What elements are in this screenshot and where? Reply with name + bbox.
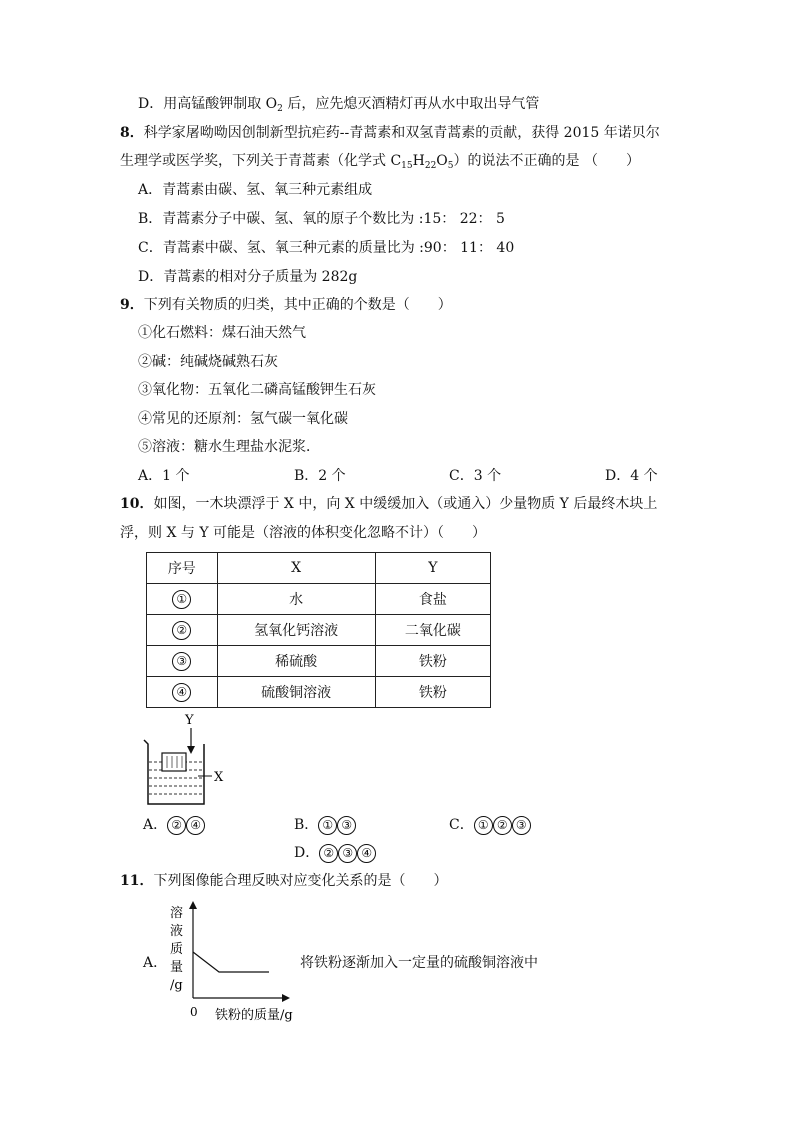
q9-option-c: C．3 个 bbox=[449, 468, 502, 484]
circled-number: ① bbox=[474, 816, 493, 835]
q11-graph bbox=[160, 895, 310, 1030]
graph-y-label-char: 液 bbox=[170, 924, 184, 939]
table-header-cell: X bbox=[217, 553, 375, 584]
q9-item-4: ④常见的还原剂：氢气碳一氧化碳 bbox=[138, 411, 348, 427]
table-cell: 铁粉 bbox=[375, 646, 490, 677]
circled-number: ② bbox=[172, 621, 191, 640]
q8-stem-pre: 生理学或医学奖，下列关于青蒿素（化学式 C bbox=[120, 153, 402, 169]
graph-x-label: 铁粉的质量/g bbox=[215, 1008, 293, 1023]
q8-formula-sub-h: 22 bbox=[424, 161, 437, 171]
q10-stem-text1: 如图，一木块漂浮于 X 中，向 X 中缓缓加入（或通入）少量物质 Y 后最终木块上 bbox=[153, 496, 658, 512]
q7-option-d-post: 后，应先熄灭酒精灯再从水中取出导气管 bbox=[282, 96, 540, 112]
q10-number: 10． bbox=[120, 496, 154, 512]
q10-option-a bbox=[143, 815, 205, 835]
table-row bbox=[147, 677, 491, 708]
q9-option-b: B．2 个 bbox=[294, 468, 346, 484]
q10-option-d bbox=[294, 843, 376, 863]
q11-option-a-label: A． bbox=[143, 955, 168, 971]
circled-number: ② bbox=[319, 844, 338, 863]
q9-number: 9． bbox=[120, 297, 144, 313]
figure-label-x: X bbox=[214, 770, 224, 785]
arrow-head-icon bbox=[187, 746, 195, 754]
table-cell bbox=[147, 677, 218, 708]
x-axis-arrow-icon bbox=[282, 994, 290, 1002]
q8-stem-line2 bbox=[120, 151, 640, 171]
q10-table bbox=[146, 552, 491, 708]
table-row bbox=[147, 584, 491, 615]
q8-stem-post: ）的说法不正确的是 （ ） bbox=[453, 153, 640, 169]
q8-formula-sub-o: 5 bbox=[447, 161, 454, 171]
q9-stem bbox=[120, 295, 452, 315]
circled-number: ④ bbox=[172, 683, 191, 702]
q8-formula-sub-c: 15 bbox=[401, 161, 413, 171]
circled-number: ② bbox=[493, 816, 512, 835]
table-row bbox=[147, 646, 491, 677]
q9-stem-text: 下列有关物质的归类，其中正确的个数是（ ） bbox=[143, 297, 452, 313]
option-prefix: C． bbox=[449, 817, 474, 833]
circled-number: ① bbox=[172, 590, 191, 609]
table-cell bbox=[147, 615, 218, 646]
option-prefix: A． bbox=[143, 817, 168, 833]
q8-option-b: B．青蒿素分子中碳、氢、氧的原子个数比为 :15： 22： 5 bbox=[138, 211, 505, 227]
table-cell: 稀硫酸 bbox=[217, 646, 375, 677]
graph-origin-label: 0 bbox=[190, 1005, 198, 1019]
circled-number: ④ bbox=[357, 844, 376, 863]
q8-option-d: D．青蒿素的相对分子质量为 282g bbox=[138, 269, 358, 285]
circled-number: ③ bbox=[337, 816, 356, 835]
q10-option-b bbox=[294, 815, 356, 835]
q10-option-c bbox=[449, 815, 531, 835]
table-header-row bbox=[147, 553, 491, 584]
q7-option-d-pre: D．用高锰酸钾制取 O bbox=[138, 96, 278, 112]
circled-number: ③ bbox=[172, 652, 191, 671]
table-cell: 硫酸铜溶液 bbox=[217, 677, 375, 708]
q11-number: 11． bbox=[120, 873, 154, 889]
graph-y-label-char: 质 bbox=[170, 942, 184, 957]
q9-item-3: ③氧化物：五氧化二磷高锰酸钾生石灰 bbox=[138, 382, 376, 398]
circled-number: ④ bbox=[186, 816, 205, 835]
graph-y-label-char: 溶 bbox=[170, 906, 184, 921]
graph-y-label-char: /g bbox=[170, 978, 183, 993]
q7-option-d-sub: 2 bbox=[277, 104, 283, 114]
q8-number: 8． bbox=[120, 125, 144, 141]
table-cell bbox=[147, 646, 218, 677]
q9-option-a: A．1 个 bbox=[138, 468, 190, 484]
figure-label-y: Y bbox=[185, 713, 194, 728]
option-prefix: D． bbox=[294, 845, 320, 861]
q10-stem-line2: 浮，则 X 与 Y 可能是（溶液的体积变化忽略不计）（ ） bbox=[120, 525, 487, 541]
table-cell: 二氧化碳 bbox=[375, 615, 490, 646]
q7-option-d bbox=[138, 94, 539, 114]
q8-option-c: C．青蒿素中碳、氢、氧三种元素的质量比为 :90： 11： 40 bbox=[138, 240, 515, 256]
beaker-figure bbox=[140, 710, 240, 810]
table-cell: 铁粉 bbox=[375, 677, 490, 708]
graph-curve bbox=[193, 952, 269, 972]
q8-formula-h: H bbox=[412, 153, 425, 169]
table-cell bbox=[147, 584, 218, 615]
q11-stem-text: 下列图像能合理反映对应变化关系的是（ ） bbox=[153, 873, 448, 889]
q9-item-1: ①化石燃料：煤石油天然气 bbox=[138, 325, 306, 341]
q10-stem-line1 bbox=[120, 494, 657, 514]
circled-number: ② bbox=[167, 816, 186, 835]
circled-number: ③ bbox=[338, 844, 357, 863]
q11-stem bbox=[120, 871, 447, 891]
table-cell: 氢氧化钙溶液 bbox=[217, 615, 375, 646]
y-axis-arrow-icon bbox=[189, 901, 197, 909]
table-row bbox=[147, 615, 491, 646]
q8-option-a: A．青蒿素由碳、氢、氧三种元素组成 bbox=[138, 182, 373, 198]
circled-number: ③ bbox=[512, 816, 531, 835]
q8-stem-text1: 科学家屠呦呦因创制新型抗疟药--青蒿素和双氢青蒿素的贡献，获得 2015 年诺贝尔 bbox=[143, 125, 660, 141]
q11-option-a-desc: 将铁粉逐渐加入一定量的硫酸铜溶液中 bbox=[300, 955, 538, 971]
graph-y-label-char: 量 bbox=[170, 960, 184, 975]
table-cell: 水 bbox=[217, 584, 375, 615]
q8-formula-o: O bbox=[436, 153, 448, 169]
circled-number: ① bbox=[318, 816, 337, 835]
table-cell: 食盐 bbox=[375, 584, 490, 615]
q9-item-5: ⑤溶液：糖水生理盐水泥浆． bbox=[138, 439, 320, 455]
q9-item-2: ②碱：纯碱烧碱熟石灰 bbox=[138, 354, 278, 370]
table-header-cell: Y bbox=[375, 553, 490, 584]
q8-stem-line1 bbox=[120, 123, 660, 143]
option-prefix: B． bbox=[294, 817, 319, 833]
table-header-cell: 序号 bbox=[147, 553, 218, 584]
q9-option-d: D．4 个 bbox=[605, 468, 658, 484]
